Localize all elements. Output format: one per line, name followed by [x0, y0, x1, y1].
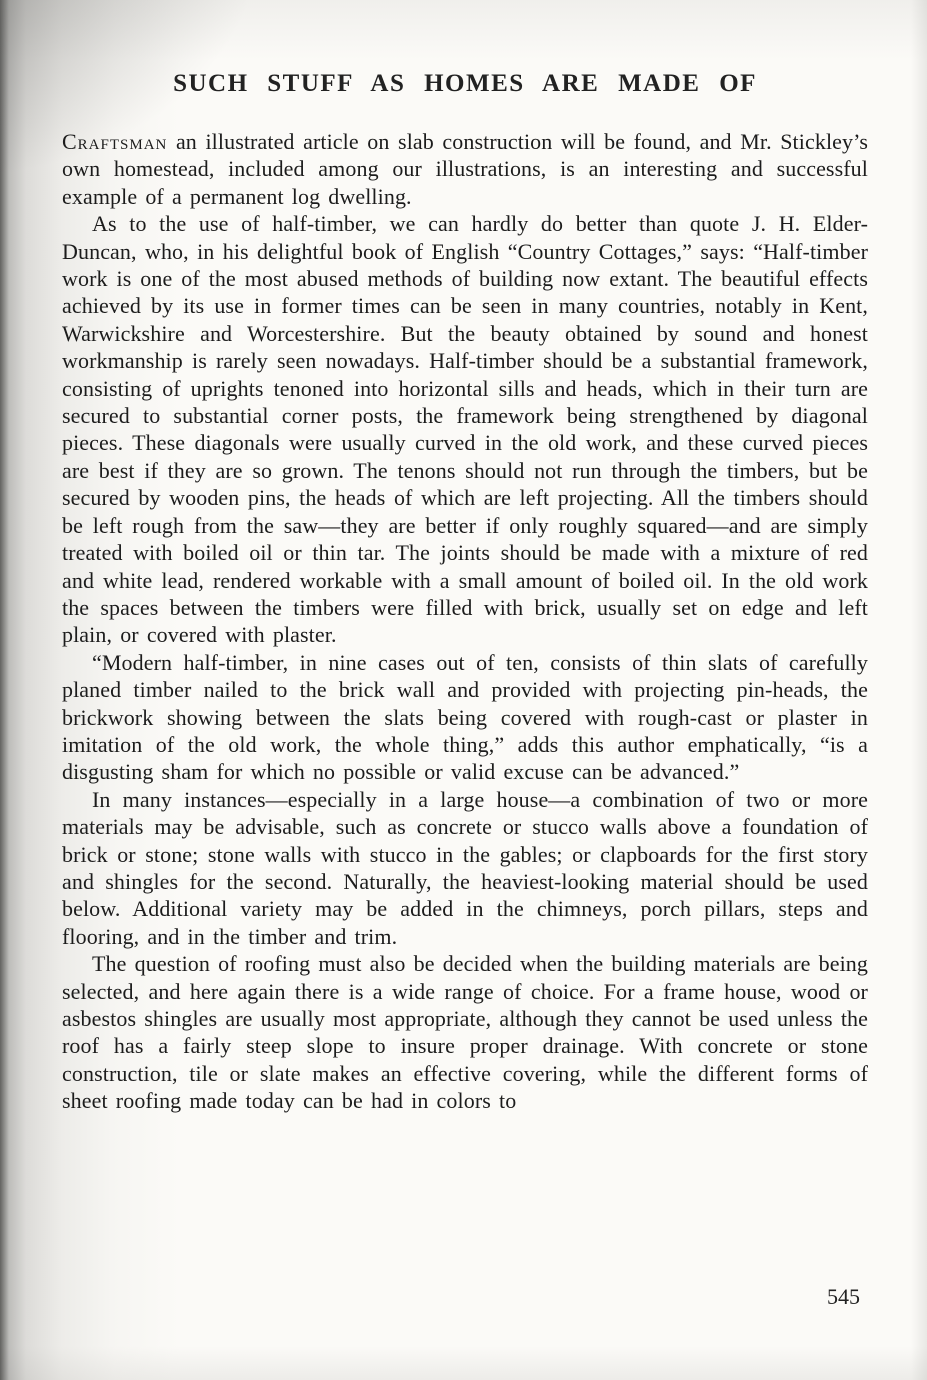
article-paragraph: As to the use of half-timber, we can hardly do better than quote J. H. Elder-Duncan, who, in his delightful book of English “Country Cottages,” says: “Half-timber work is one of the most abused methods of building now extant. The beautiful effects achieved by its use in former times can be seen in many countries, notably in Kent, Warwickshire and Worcestershire. But the beauty obtained by sound and honest workmanship is rarely seen nowadays. Half-timber should be a substantial framework, consisting of uprights tenoned into horizontal sills and heads, which in their turn are secured to substantial corner posts, the framework being strengthened by diagonal pieces. These diagonals were usually curved in the old work, and these curved pieces are best if they are so grown. The tenons should not run through the timbers, but be secured by wooden pins, the heads of which are left projecting. All the timbers should be left rough from the saw—they are better if only roughly squared—and are simply treated with boiled oil or thin tar. The joints should be made with a mixture of red and white lead, rendered workable with a small amount of boiled oil. In the old work the spaces between the timbers were filled with brick, usually set on edge and left plain, or covered with plaster. — [62, 211, 868, 648]
paragraph-text: an illustrated article on slab construction will be found, and Mr. Stickley’s own homestead, included among our illustrations, is an interesting and successful example of a permanent log dwelling. — [62, 129, 869, 209]
article-paragraph: The question of roofing must also be decided when the building materials are being selected, and here again there is a wide range of choice. For a frame house, wood or asbestos shingles are usually most appropriate, although they cannot be used unless the roof has a fairly steep slope to insure proper drainage. With concrete or stone construction, tile or slate makes an effective covering, while the different forms of sheet roofing made today can be had in colors to — [62, 951, 868, 1114]
page-number: 545 — [827, 1284, 860, 1309]
article-paragraph: In many instances—especially in a large house—a combination of two or more materials may be advisable, such as concrete or stucco walls above a foundation of brick or stone; stone walls with stucco in the gables; or clapboards for the first story and shingles for the second. Naturally, the heaviest-looking material should be used below. Additional variety may be added in the chimneys, porch pillars, steps and flooring, and in the timber and trim. — [62, 786, 868, 949]
article-paragraph — [62, 128, 868, 210]
article-paragraph: “Modern half-timber, in nine cases out of ten, consists of thin slats of carefully planed timber nailed to the brick wall and provided with projecting pin-heads, the brickwork showing between the slats being covered with rough-cast or plaster in imitation of the old work, the whole thing,” adds this author emphatically, “is a disgusting sham for which no possible or valid excuse can be advanced.” — [62, 649, 868, 785]
article-body — [62, 128, 868, 1115]
page-title: SUCH STUFF AS HOMES ARE MADE OF — [173, 70, 757, 97]
page-content — [62, 70, 868, 1115]
smallcaps-lead-word: Craftsman — [62, 129, 168, 154]
